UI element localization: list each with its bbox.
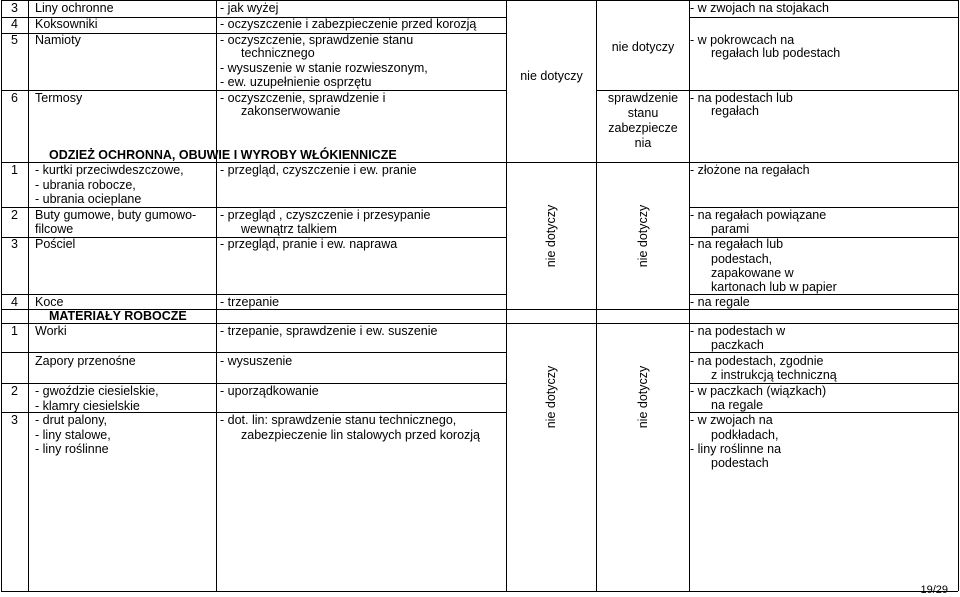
storage-text: parami [711, 222, 750, 236]
storage-text: podestach [711, 456, 769, 470]
storage-text: - na regałach powiązane [690, 208, 827, 222]
action-text: - oczyszczenie i zabezpieczenie przed korozją [220, 17, 477, 31]
storage-text: - w pokrowcach na [690, 33, 795, 47]
storage-text: - na regale [690, 295, 750, 309]
item-name: Zapory przenośne [35, 354, 136, 368]
not-applicable-vertical: nie dotyczy [544, 365, 558, 429]
storage-text: regałach lub podestach [711, 46, 841, 60]
storage-text: - na podestach, zgodnie [690, 354, 824, 368]
action-text: technicznego [241, 46, 315, 60]
item-name: Namioty [35, 33, 81, 47]
item-name: Liny ochronne [35, 1, 114, 15]
col-divider-name [216, 0, 217, 591]
row-number: 6 [11, 91, 18, 105]
storage-text: - liny roślinne na [690, 442, 782, 456]
item-name: Buty gumowe, buty gumowo- [35, 208, 197, 222]
storage-text: - na podestach lub [690, 91, 793, 105]
col-divider-col3 [596, 0, 597, 591]
row-number: 1 [11, 324, 18, 338]
action-text: - trzepanie [220, 295, 280, 309]
section-heading: MATERIAŁY ROBOCZE [49, 309, 187, 323]
item-name: Koce [35, 295, 64, 309]
action-text: - przegląd, pranie i ew. naprawa [220, 237, 398, 251]
section-heading: ODZIEŻ OCHRONNA, OBUWIE I WYROBY WŁÓKIENNICZE [49, 148, 397, 162]
item-name: - liny roślinne [35, 442, 109, 456]
not-applicable-label: nie dotyczy [520, 69, 583, 83]
action-text: zakonserwowanie [241, 104, 341, 118]
item-name: - ubrania ocieplane [35, 192, 142, 206]
action-text: zabezpieczenie lin stalowych przed korozją [241, 428, 481, 442]
storage-text: paczkach [711, 338, 764, 352]
row-number: 3 [11, 237, 18, 251]
storage-text: - w zwojach na stojakach [690, 1, 829, 15]
item-name: - drut palony, [35, 413, 108, 427]
storage-text: - w paczkach (wiązkach) [690, 384, 827, 398]
not-applicable-vertical: nie dotyczy [636, 204, 650, 268]
row-number: 4 [11, 295, 18, 309]
table-border-left [1, 0, 2, 591]
storage-text: zapakowane w [711, 266, 794, 280]
item-name: - kurtki przeciwdeszczowe, [35, 163, 184, 177]
row-number: 1 [11, 163, 18, 177]
action-text: - wysuszenie w stanie rozwieszonym, [220, 61, 428, 75]
action-text: - trzepanie, sprawdzenie i ew. suszenie [220, 324, 438, 338]
item-name: Pościel [35, 237, 76, 251]
table-border-right [958, 0, 959, 591]
action-text: wewnątrz talkiem [241, 222, 337, 236]
table-border-bottom [1, 591, 958, 592]
storage-text: podestach, [711, 252, 773, 266]
storage-text: na regale [711, 398, 764, 412]
action-text: - przegląd , czyszczenie i przesypanie [220, 208, 431, 222]
item-name: Worki [35, 324, 67, 338]
check-status-text: zabezpiecze [608, 121, 678, 135]
action-text: - jak wyżej [220, 1, 279, 15]
action-text: - dot. lin: sprawdzenie stanu technicznego, [220, 413, 457, 427]
row-number: 2 [11, 384, 18, 398]
col-divider-nr [28, 0, 29, 591]
item-name: - klamry ciesielskie [35, 399, 140, 413]
row-number: 3 [11, 1, 18, 15]
item-name: - ubrania robocze, [35, 178, 136, 192]
item-name: - gwoździe ciesielskie, [35, 384, 159, 398]
storage-text: kartonach lub w papier [711, 280, 837, 294]
action-text: - oczyszczenie, sprawdzenie i [220, 91, 386, 105]
storage-text: podkładach, [711, 428, 779, 442]
page-number: 19/29 [920, 584, 948, 596]
action-text: - oczyszczenie, sprawdzenie stanu [220, 33, 414, 47]
storage-text: - na regałach lub [690, 237, 784, 251]
storage-text: - złożone na regałach [690, 163, 810, 177]
row-number: 2 [11, 208, 18, 222]
storage-text: regałach [711, 104, 759, 118]
row-number: 3 [11, 413, 18, 427]
row-line [689, 17, 958, 18]
not-applicable-vertical: nie dotyczy [636, 365, 650, 429]
not-applicable-label: nie dotyczy [611, 40, 675, 54]
action-text: - ew. uzupełnienie osprzętu [220, 75, 372, 89]
action-text: - wysuszenie [220, 354, 293, 368]
item-name: Termosy [35, 91, 83, 105]
row-number: 5 [11, 33, 18, 47]
check-status-text: sprawdzenie [607, 91, 679, 105]
check-status-text: nia [634, 136, 652, 150]
row-number: 4 [11, 17, 18, 31]
col-divider-action [506, 0, 507, 591]
action-text: - przegląd, czyszczenie i ew. pranie [220, 163, 417, 177]
storage-text: - na podestach w [690, 324, 786, 338]
item-name: - liny stalowe, [35, 428, 111, 442]
storage-text: - w zwojach na [690, 413, 773, 427]
item-name: filcowe [35, 222, 74, 236]
action-text: - uporządkowanie [220, 384, 319, 398]
not-applicable-vertical: nie dotyczy [544, 204, 558, 268]
storage-text: z instrukcją techniczną [711, 368, 837, 382]
row-line [1, 352, 506, 353]
check-status-text: stanu [627, 106, 659, 120]
item-name: Koksowniki [35, 17, 98, 31]
